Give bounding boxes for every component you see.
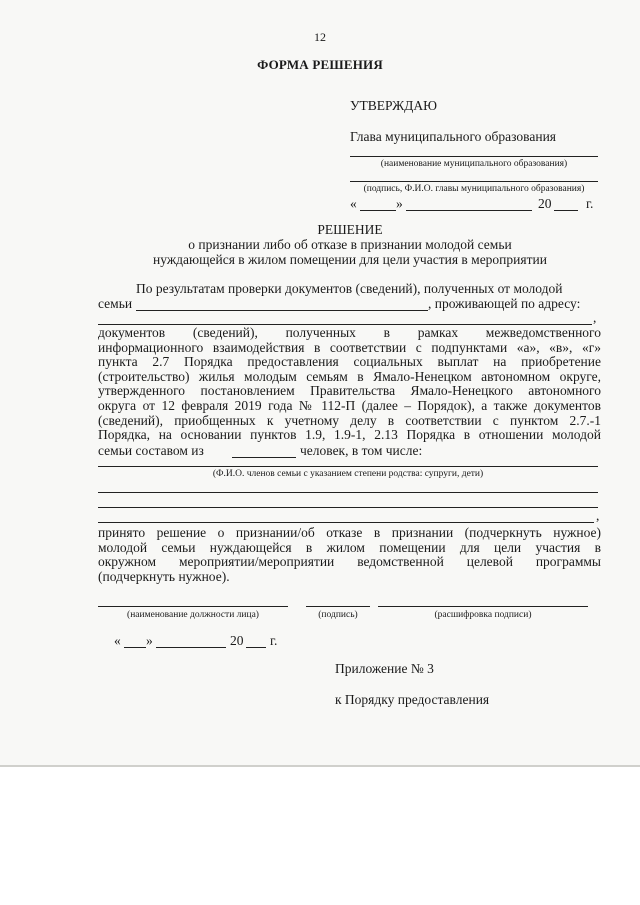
members-line-2 bbox=[98, 492, 598, 493]
body-line-4: документов (сведений), полученных в рамках межведомственного bbox=[98, 325, 601, 340]
date-year-suffix: г. bbox=[586, 196, 594, 211]
body-line-1: По результатам проверки документов (сведений), полученных от молодой bbox=[136, 281, 563, 296]
official-decode-hint: (расшифровка подписи) bbox=[434, 610, 532, 620]
sig-date-year-suffix: г. bbox=[270, 633, 278, 648]
body-line-11: Порядка, на основании пунктов 1.9, 1.9-1, 2.13 Порядка в отношении молодой bbox=[98, 427, 601, 443]
body-line-6: пункта 2.7 Порядка предоставления социальных выплат на приобретение bbox=[98, 354, 601, 370]
official-decode-line bbox=[378, 606, 588, 607]
date-month-line bbox=[406, 210, 532, 211]
head-sign-line bbox=[350, 181, 598, 182]
body-line-12-start: семьи составом из bbox=[98, 443, 204, 458]
appendix-title: Приложение № 3 bbox=[335, 661, 434, 676]
body-line-2-start: семьи bbox=[98, 296, 133, 311]
body-line-12-end: человек, в том числе: bbox=[300, 443, 423, 458]
form-title: ФОРМА РЕШЕНИЯ bbox=[257, 57, 383, 72]
members-line-3 bbox=[98, 507, 598, 508]
body-line-9: округа от 12 февраля 2019 года № 112-П (далее – Порядок), а также документов bbox=[98, 397, 601, 413]
date-quote-close: » bbox=[396, 196, 403, 211]
sig-date-quote-close: » bbox=[146, 633, 153, 648]
date-year-line bbox=[554, 210, 578, 211]
sig-date-year-prefix: 20 bbox=[230, 633, 244, 648]
body-line-8: утвержденного постановлением Правительства Ямало-Ненецкого автономного bbox=[98, 383, 601, 399]
result-line-1: принято решение о признании/об отказе в признании (подчеркнуть нужное) bbox=[98, 525, 601, 540]
page-number: 12 bbox=[314, 30, 326, 44]
sig-date-quote-open: « bbox=[114, 633, 121, 648]
appendix-subtitle: к Порядку предоставления bbox=[335, 692, 490, 707]
official-position-hint: (наименование должности лица) bbox=[127, 610, 259, 620]
approve-title: УТВЕРЖДАЮ bbox=[350, 98, 438, 113]
result-line-2: молодой семьи нуждающейся в жилом помещении для цели участия в bbox=[98, 539, 601, 555]
head-sign-hint: (подпись, Ф.И.О. главы муниципального образования) bbox=[363, 184, 585, 194]
body-line-7: (строительство) жилья молодым семьям в Ямало-Ненецком автономном округе, bbox=[98, 368, 601, 384]
official-sign-hint: (подпись) bbox=[318, 610, 358, 620]
decision-heading: РЕШЕНИЕ bbox=[317, 222, 383, 237]
date-day-line bbox=[360, 210, 396, 211]
family-name-line bbox=[136, 310, 428, 311]
result-line-3: окружном мероприятии/мероприятии ведомственной целевой программы bbox=[98, 554, 601, 570]
members-line-4 bbox=[98, 522, 594, 523]
address-line-comma: , bbox=[593, 310, 597, 325]
members-line-comma: , bbox=[596, 508, 600, 523]
members-line-1 bbox=[98, 466, 598, 467]
sig-date-day-line bbox=[124, 647, 146, 648]
sig-date-year-line bbox=[246, 647, 266, 648]
mo-name-hint: (наименование муниципального образования) bbox=[380, 159, 568, 169]
official-position-line bbox=[98, 606, 288, 607]
date-quote-open: « bbox=[350, 196, 357, 211]
date-year-prefix: 20 bbox=[538, 196, 552, 211]
members-hint: (Ф.И.О. членов семьи с указанием степени родства: супруги, дети) bbox=[212, 469, 484, 479]
official-sign-line bbox=[306, 606, 370, 607]
decision-subtitle-2: нуждающейся в жилом помещении для цели участия в мероприятии bbox=[153, 252, 547, 267]
family-size-line bbox=[232, 457, 296, 458]
mo-name-line bbox=[350, 156, 598, 157]
decision-subtitle-1: о признании либо об отказе в признании молодой семьи bbox=[188, 237, 512, 252]
body-line-5: информационного взаимодействия в соответствии с подпунктами «а», «в», «г» bbox=[98, 339, 601, 355]
sig-date-month-line bbox=[156, 647, 226, 648]
approve-position: Глава муниципального образования bbox=[350, 129, 557, 144]
body-paragraph bbox=[98, 326, 601, 443]
result-paragraph bbox=[98, 526, 601, 584]
result-line-4: (подчеркнуть нужное). bbox=[98, 568, 230, 584]
body-line-2-end: , проживающей по адресу: bbox=[428, 296, 581, 311]
body-line-10: (сведений), приобщенных к учетному делу в соответствии с пунктом 2.7.-1 bbox=[98, 412, 601, 428]
